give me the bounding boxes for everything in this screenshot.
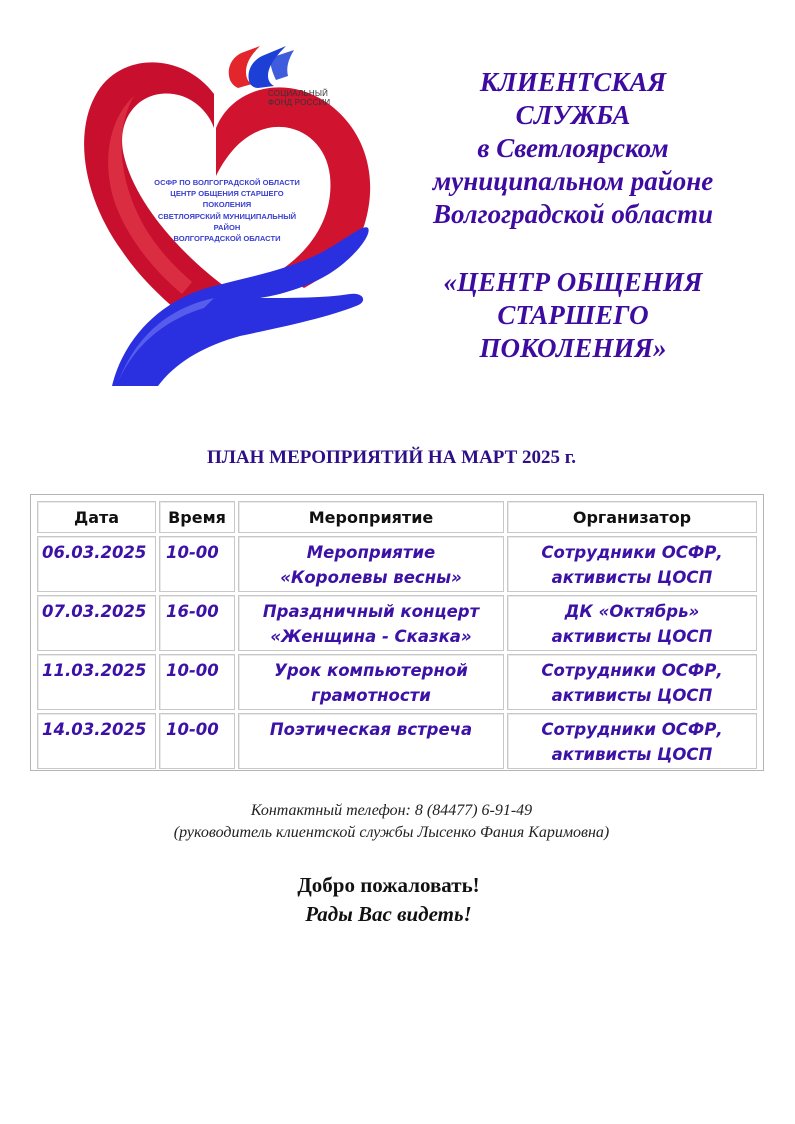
table-header-row bbox=[37, 501, 757, 533]
title-line: Волгоградской области bbox=[432, 199, 714, 229]
event-line: Мероприятие bbox=[306, 543, 436, 562]
organizer-line: активисты ЦОСП bbox=[551, 568, 713, 587]
events-table bbox=[30, 494, 764, 771]
cell-organizer bbox=[507, 536, 757, 592]
organizer-line: Сотрудники ОСФР, bbox=[541, 661, 723, 680]
contact-phone: Контактный телефон: 8 (84477) 6-91-49 bbox=[250, 802, 533, 819]
event-line: Праздничный концерт bbox=[262, 602, 480, 621]
center-name-line: «ЦЕНТР ОБЩЕНИЯ bbox=[443, 267, 703, 297]
cell-time: 16-00 bbox=[159, 595, 235, 651]
cell-time: 10-00 bbox=[159, 536, 235, 592]
cell-event bbox=[238, 654, 504, 710]
event-line: Поэтическая встреча bbox=[269, 720, 473, 739]
caption-line: ЦЕНТР ОБЩЕНИЯ СТАРШЕГО bbox=[170, 189, 284, 199]
header-organizer: Организатор bbox=[507, 501, 757, 533]
plan-title: ПЛАН МЕРОПРИЯТИЙ НА МАРТ 2025 г. bbox=[206, 447, 577, 468]
title-line: муниципальном районе bbox=[432, 166, 714, 196]
event-line: Урок компьютерной bbox=[274, 661, 468, 680]
organizer-line: ДК «Октябрь» bbox=[564, 602, 700, 621]
brand-line-1: СОЦИАЛЬНЫЙ bbox=[268, 89, 329, 98]
welcome-line-1: Добро пожаловать! bbox=[297, 873, 480, 897]
event-line: «Женщина - Сказка» bbox=[270, 627, 472, 646]
caption-line: ОСФР ПО ВОЛГОГРАДСКОЙ ОБЛАСТИ bbox=[154, 178, 300, 187]
caption-line: РАЙОН bbox=[213, 222, 241, 232]
cell-time: 10-00 bbox=[159, 654, 235, 710]
cell-date: 07.03.2025 bbox=[37, 595, 156, 651]
header-event: Мероприятие bbox=[238, 501, 504, 533]
cell-organizer bbox=[507, 595, 757, 651]
brand-line-2: ФОНД РОССИИ bbox=[268, 98, 331, 107]
event-line: «Королевы весны» bbox=[280, 568, 462, 587]
logo bbox=[64, 36, 404, 396]
cell-event bbox=[238, 713, 504, 769]
contact-info bbox=[0, 800, 783, 844]
organizer-line: активисты ЦОСП bbox=[551, 627, 713, 646]
cell-event bbox=[238, 595, 504, 651]
title-line: СЛУЖБА bbox=[515, 100, 631, 130]
brand-name bbox=[268, 89, 330, 107]
cell-time: 10-00 bbox=[159, 713, 235, 769]
caption-line: СВЕТЛОЯРСКИЙ МУНИЦИПАЛЬНЫЙ bbox=[157, 211, 297, 221]
cell-date: 11.03.2025 bbox=[37, 654, 156, 710]
welcome-message bbox=[0, 871, 777, 929]
title-line: КЛИЕНТСКАЯ bbox=[479, 67, 667, 97]
organizer-line: Сотрудники ОСФР, bbox=[541, 543, 723, 562]
event-line: грамотности bbox=[311, 686, 431, 705]
organizer-line: Сотрудники ОСФР, bbox=[541, 720, 723, 739]
caption-line: ПОКОЛЕНИЯ bbox=[202, 200, 252, 210]
center-name-line: СТАРШЕГО bbox=[497, 300, 649, 330]
cell-organizer bbox=[507, 654, 757, 710]
cell-organizer bbox=[507, 713, 757, 769]
cell-date: 06.03.2025 bbox=[37, 536, 156, 592]
table-row bbox=[37, 595, 757, 651]
table-row bbox=[37, 536, 757, 592]
table-row bbox=[37, 654, 757, 710]
organizer-line: активисты ЦОСП bbox=[551, 745, 713, 764]
organizer-line: активисты ЦОСП bbox=[551, 686, 713, 705]
header-date: Дата bbox=[37, 501, 156, 533]
cell-event bbox=[238, 536, 504, 592]
table-row bbox=[37, 713, 757, 769]
title-line: в Светлоярском bbox=[477, 133, 669, 163]
contact-head: (руководитель клиентской службы Лысенко Фания Каримовна) bbox=[173, 824, 610, 841]
cell-date: 14.03.2025 bbox=[37, 713, 156, 769]
logo-caption bbox=[142, 177, 312, 244]
service-title bbox=[400, 66, 746, 365]
welcome-line-2: Рады Вас видеть! bbox=[305, 902, 472, 926]
header-time: Время bbox=[159, 501, 235, 533]
center-name-line: ПОКОЛЕНИЯ» bbox=[479, 333, 667, 363]
caption-line: ВОЛГОГРАДСКОЙ ОБЛАСТИ bbox=[173, 234, 281, 244]
